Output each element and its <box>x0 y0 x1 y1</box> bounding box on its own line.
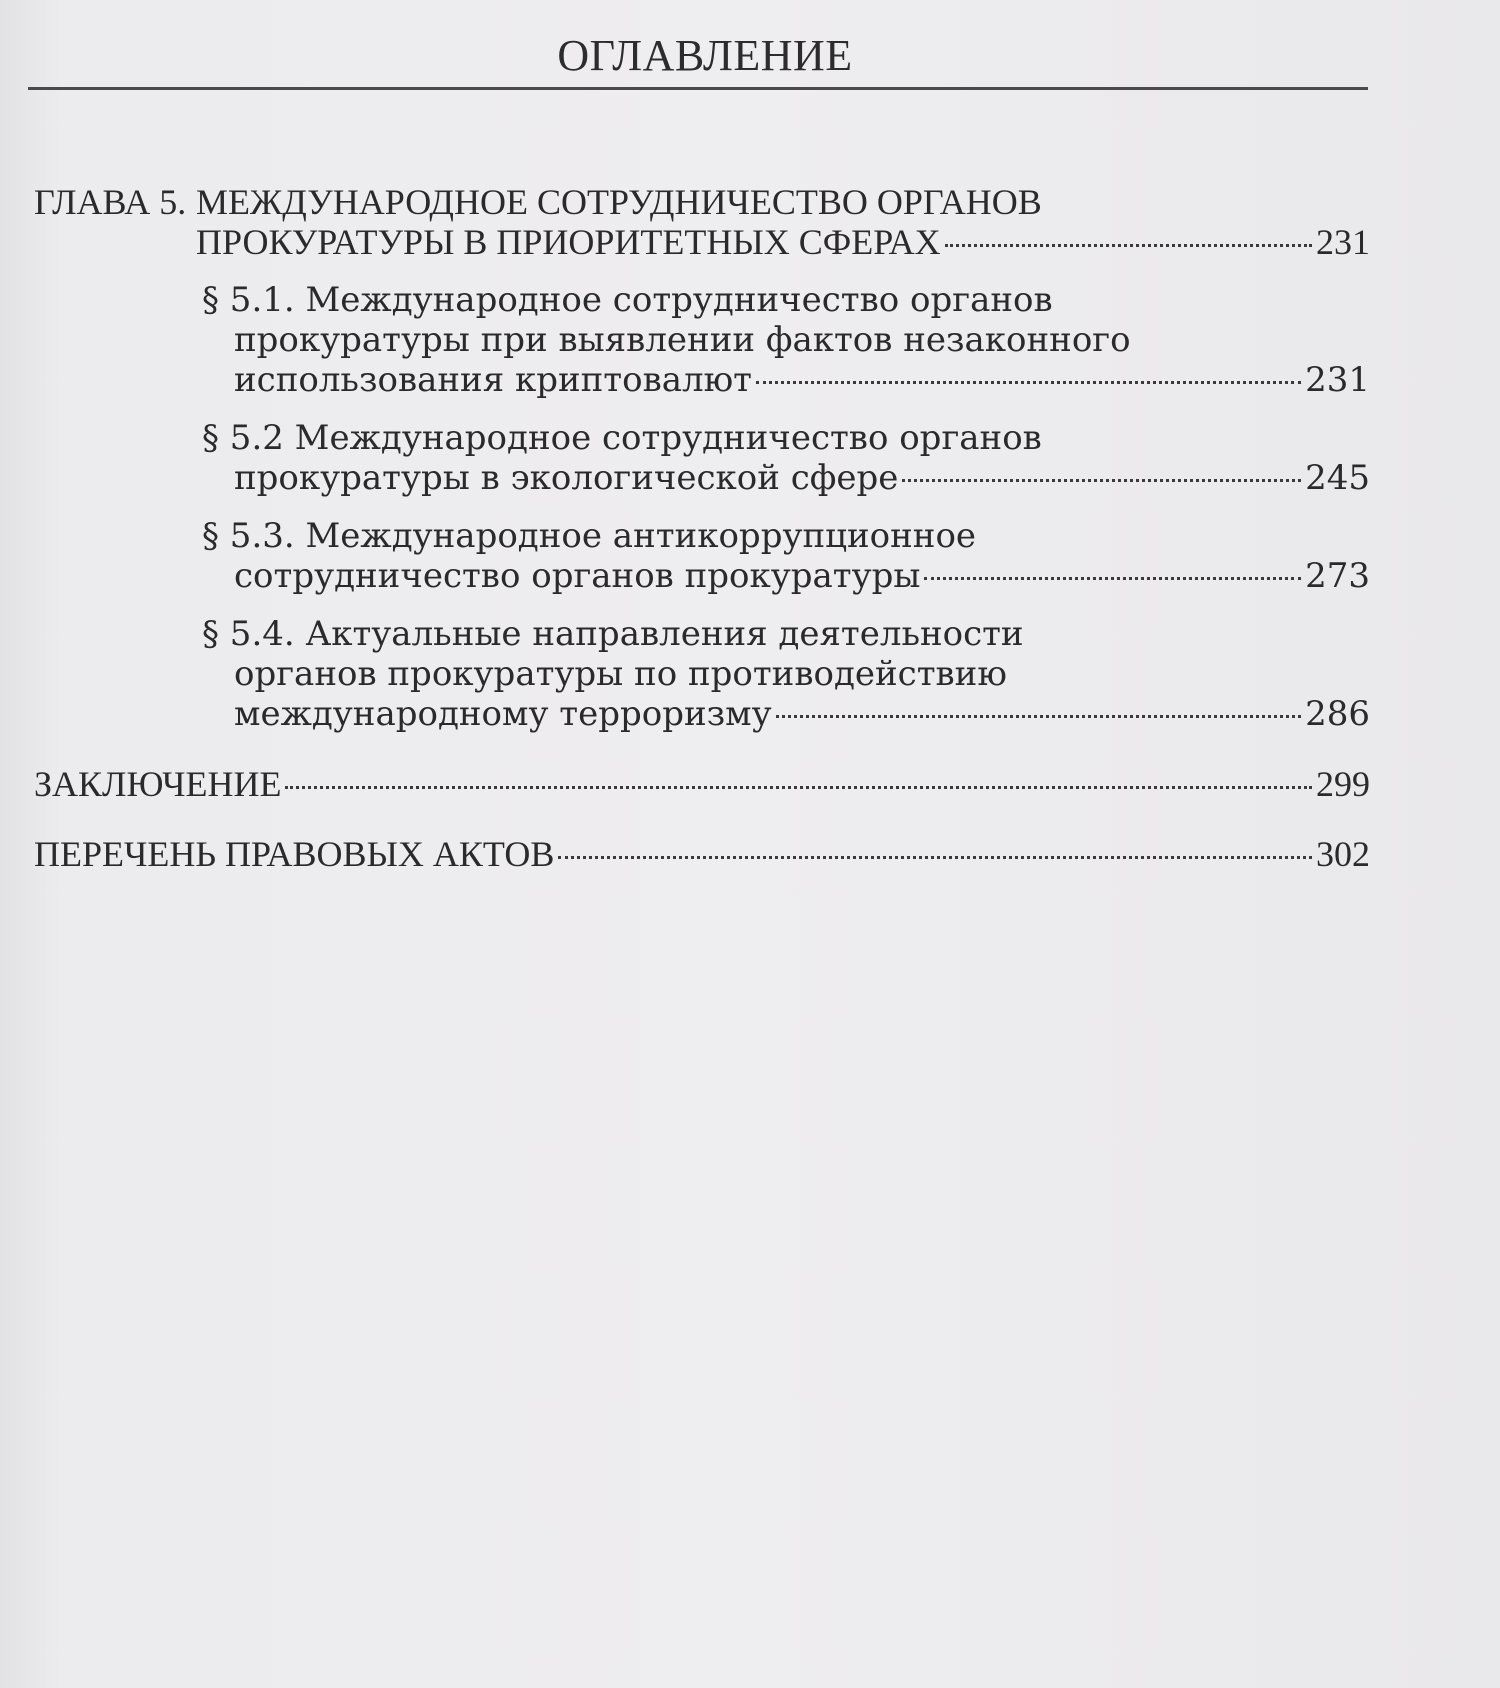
chapter-title-line: ПРОКУРАТУРЫ В ПРИОРИТЕТНЫХ СФЕРАХ <box>196 222 941 262</box>
toc-entry-label: ПЕРЕЧЕНЬ ПРАВОВЫХ АКТОВ <box>34 834 555 874</box>
page-number: 302 <box>1316 834 1370 874</box>
title-rule <box>28 87 1368 90</box>
page-number: 245 <box>1305 458 1370 498</box>
section-line: органов прокуратуры по противодействию <box>234 654 1007 694</box>
section-line: использования криптовалют <box>234 360 752 400</box>
page-number: 286 <box>1305 694 1370 734</box>
chapter-title <box>196 182 1370 262</box>
chapter-number: ГЛАВА 5. <box>34 182 187 222</box>
section-heading: § 5.2 Международное сотрудничество органов <box>202 418 1042 458</box>
dot-leader <box>558 856 1312 859</box>
page-number: 299 <box>1316 764 1370 804</box>
dot-leader <box>285 786 1312 789</box>
toc-section-5-4[interactable] <box>202 614 1370 734</box>
section-line: сотрудничество органов прокуратуры <box>234 556 921 596</box>
page-number: 273 <box>1305 556 1370 596</box>
dot-leader <box>756 381 1301 384</box>
section-line: прокуратуры в экологической сфере <box>234 458 899 498</box>
chapter-title-line: МЕЖДУНАРОДНОЕ СОТРУДНИЧЕСТВО ОРГАНОВ <box>196 182 1042 222</box>
page-number: 231 <box>1316 222 1370 262</box>
chapter-title-last-line <box>196 222 1370 262</box>
dot-leader <box>924 577 1301 580</box>
section-last-line <box>202 458 1370 498</box>
section-line: прокуратуры при выявлении фактов незаконного <box>234 320 1131 360</box>
toc-conclusion[interactable] <box>34 764 1370 804</box>
section-last-line <box>202 556 1370 596</box>
dot-leader <box>776 715 1301 718</box>
dot-leader <box>902 479 1301 482</box>
page-title: ОГЛАВЛЕНИЕ <box>557 31 853 80</box>
section-heading: § 5.1. Международное сотрудничество органов <box>202 280 1053 320</box>
page-number: 231 <box>1305 360 1370 400</box>
toc-chapter-5[interactable] <box>34 182 1370 262</box>
section-last-line <box>202 360 1370 400</box>
table-of-contents <box>34 182 1370 874</box>
toc-section-5-1[interactable] <box>202 280 1370 400</box>
section-line: международному терроризму <box>234 694 772 734</box>
toc-section-5-3[interactable] <box>202 516 1370 596</box>
dot-leader <box>945 244 1312 247</box>
toc-section-5-2[interactable] <box>202 418 1370 498</box>
toc-entry-label: ЗАКЛЮЧЕНИЕ <box>34 764 282 804</box>
toc-legal-acts[interactable] <box>34 834 1370 874</box>
section-heading: § 5.3. Международное антикоррупционное <box>202 516 977 556</box>
section-heading: § 5.4. Актуальные направления деятельности <box>202 614 1024 654</box>
section-last-line <box>202 694 1370 734</box>
